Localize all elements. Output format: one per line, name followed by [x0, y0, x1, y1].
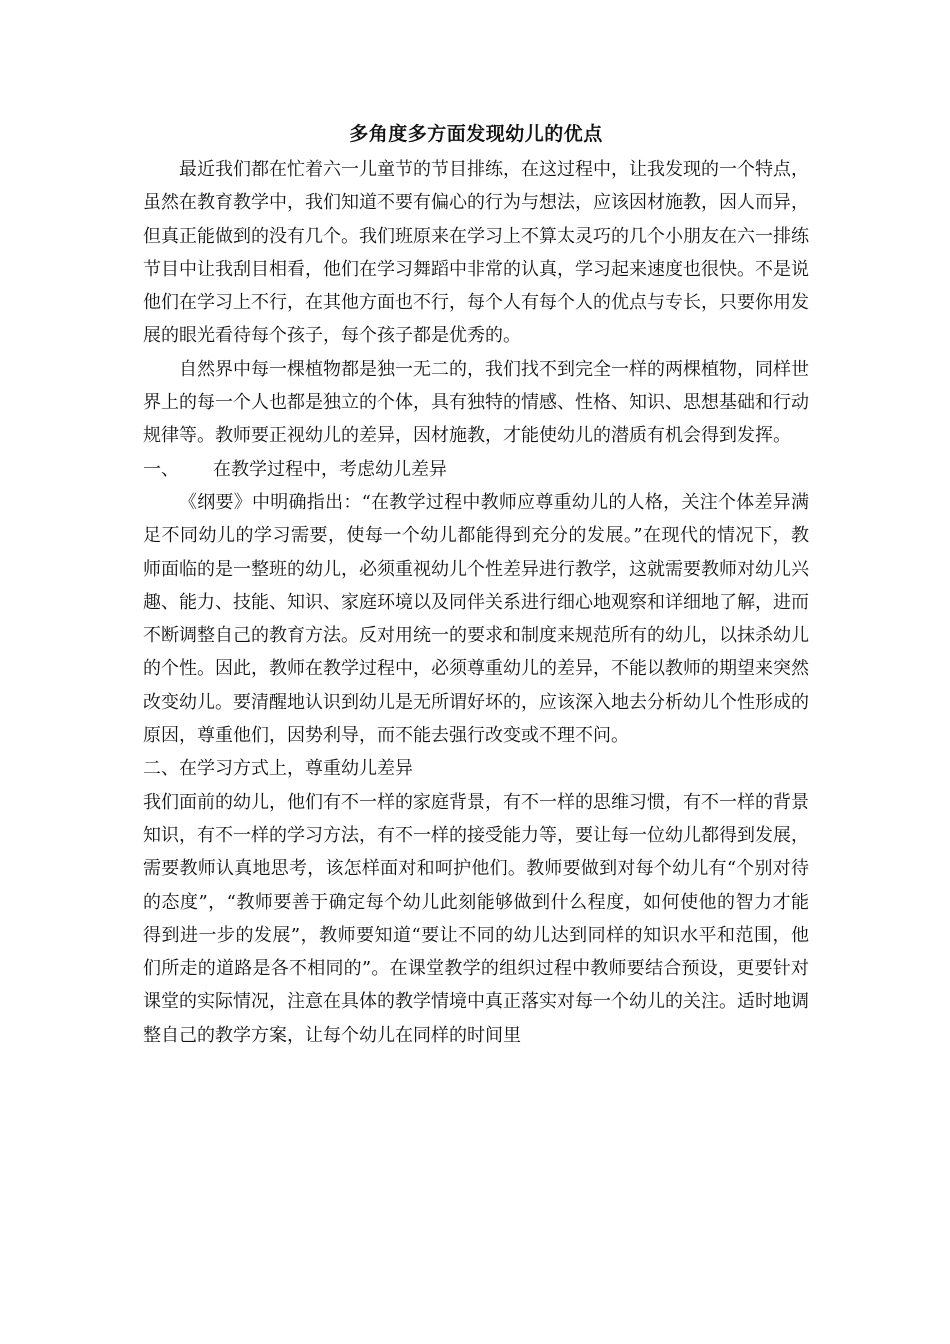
section-1-body: 《纲要》中明确指出：“在教学过程中教师应尊重幼儿的人格，关注个体差异满足不同幼儿的学习需要，使每一个幼儿都能得到充分的发展。”在现代的情况下，教师面临的是一整班的幼儿，必须重视幼儿个性差异进行教学，这就需要教师对幼儿兴趣、能力、技能、知识、家庭环境以及同伴关系进行细心地观察和详细地了解，进而不断调整自己的教育方法。反对用统一的要求和制度来规范所有的幼儿，以抹杀幼儿的个性。因此，教师在教学过程中，必须尊重幼儿的差异，不能以教师的期望来突然改变幼儿。要清醒地认识到幼儿是无所谓好坏的，应该深入地去分析幼儿个性形成的原因，尊重他们，因势利导，而不能去强行改变或不理不问。 — [143, 491, 809, 747]
paragraph-nature: 自然界中每一棵植物都是独一无二的，我们找不到完全一样的两棵植物，同样世界上的每一个人也都是独立的个体，具有独特的情感、性格、知识、思想基础和行动规律等。教师要正视幼儿的差异，因材施教，才能使幼儿的潜质有机会得到发挥。 — [143, 358, 809, 447]
section-2-heading: 二、在学习方式上，尊重幼儿差异 — [143, 758, 413, 780]
paragraph-intro: 最近我们都在忙着六一儿童节的节目排练，在这过程中，让我发现的一个特点，虽然在教育教学中，我们知道不要有偏心的行为与想法，应该因材施教，因人而异，但真正能做到的没有几个。我们班原来在学习上不算太灵巧的几个小朋友在六一排练节目中让我刮目相看，他们在学习舞蹈中非常的认真，学习起来速度也很快。不是说他们在学习上不行，在其他方面也不行，每个人有每个人的优点与专长，只要你用发展的眼光看待每个孩子，每个孩子都是优秀的。 — [143, 159, 809, 347]
section-1-title: 在教学过程中，考虑幼儿差异 — [213, 458, 447, 480]
document-title: 多角度多方面发现幼儿的优点 — [349, 123, 603, 145]
section-1-number: 一、 — [143, 458, 179, 480]
section-2-body: 我们面前的幼儿，他们有不一样的家庭背景，有不一样的思维习惯，有不一样的背景知识，有不一样的学习方法，有不一样的接受能力等，要让每一位幼儿都得到发展，需要教师认真地思考，该怎样面对和呵护他们。教师要做到对每个幼儿有“个别对待的态度”，“教师要善于确定每个幼儿此刻能够做到什么程度，如何使他的智力才能得到进一步的发展”，教师要知道“要让不同的幼儿达到同样的知识水平和范围，他们所走的道路是各不相同的”。在课堂教学的组织过程中教师要结合预设，更要针对课堂的实际情况，注意在具体的教学情境中真正落实对每一个幼儿的关注。适时地调整自己的教学方案，让每个幼儿在同样的时间里 — [143, 791, 809, 1046]
section-1-heading — [143, 453, 809, 486]
document-body — [143, 116, 809, 1052]
